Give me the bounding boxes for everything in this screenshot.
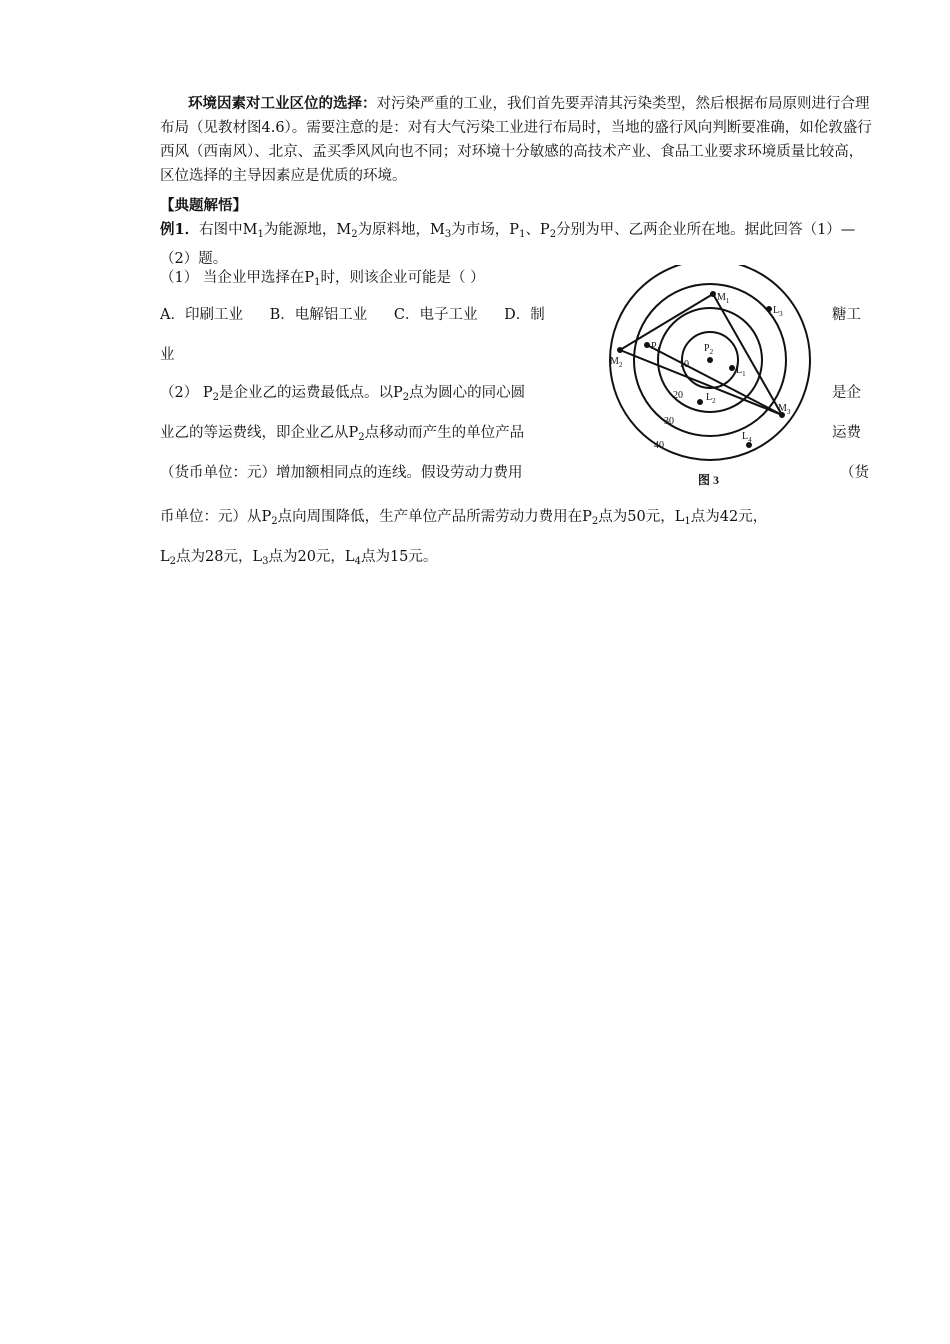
point-p2 <box>707 357 713 363</box>
intro-text: 对污染严重的工业，我们首先要弄清其污染类型，然后根据布局原则进行合理布局（见教材图4.6）。需要注意的是：对有大气污染工业进行布局时，当地的盛行风向判断要准确，如伦敦盛行西风（西南风）、北京、孟买季风风向也不同；对环境十分敏感的高技术产业、食品工业要求环境质量比较高，区位选择的主导因素应是优质的环境。 <box>160 96 872 184</box>
option-a: A．印刷工业 <box>160 307 243 323</box>
section-heading: 【典题解悟】 <box>160 197 247 214</box>
point-l2 <box>697 399 703 405</box>
point-m2 <box>617 347 623 353</box>
point-p1 <box>644 342 650 348</box>
question-2-line-3: （货币单位：元）增加额相同点的连线。假设劳动力费用 <box>160 465 523 481</box>
label-l1: $L_1$ <box>736 365 746 378</box>
option-b: B．电解铝工业 <box>269 307 368 323</box>
question-1-options <box>160 303 567 327</box>
question-1-stem: （1） 当企业甲选择在$P_1$时，则该企业可能是（ ） <box>160 270 485 288</box>
label-l2: $L_2$ <box>706 392 716 405</box>
point-l3 <box>766 306 772 312</box>
point-l1 <box>729 365 735 371</box>
option-c: C．电子工业 <box>393 307 478 323</box>
ring-label-20: 20 <box>673 390 683 401</box>
option-d-tail: 糖工 <box>832 307 861 323</box>
question-2-line-4: 币单位：元）从$P_2$点向周围降低，生产单位产品所需劳动力费用在$P_2$点为50元，$L_1$点为42元， <box>160 509 768 527</box>
example-label: 例1． <box>160 221 200 238</box>
question-2-line-5: $L_2$点为28元，$L_3$点为20元，$L_4$点为15元。 <box>160 549 438 567</box>
figure-3-isodapane-diagram <box>606 265 820 499</box>
question-2-line-2-right: 运费 <box>832 425 861 441</box>
label-p1: $P_1$ <box>651 341 661 354</box>
label-m3: $M_3$ <box>778 403 791 416</box>
label-m1: $M_1$ <box>717 292 730 305</box>
question-2-line-1-right: 是企 <box>832 385 861 401</box>
example-1-stem: 例1．右图中$M_1$为能源地，$M_2$为原料地，$M_3$为市场，$P_1$、$P_2$分别为甲、乙两企业所在地。据此回答（1）—（2）题。 <box>160 221 856 267</box>
label-l3: $L_3$ <box>773 305 783 318</box>
question-2-line-2: 业乙的等运费线，即企业乙从$P_2$点移动而产生的单位产品 <box>160 425 525 443</box>
option-d-wrap: 业 <box>160 347 175 363</box>
ring-label-40: 40 <box>654 440 664 451</box>
option-d: D．制 <box>504 307 545 323</box>
ring-label-10: 10 <box>679 359 689 370</box>
intro-title: 环境因素对工业区位的选择： <box>188 95 377 112</box>
label-l4: $L_4$ <box>742 431 752 444</box>
label-p2: $P_2$ <box>704 343 714 356</box>
label-m2: $M_2$ <box>610 356 623 369</box>
intro-paragraph <box>160 92 872 188</box>
figure-caption: 图 3 <box>698 473 720 487</box>
question-2-line-1: （2） $P_2$是企业乙的运费最低点。以$P_2$点为圆心的同心圆 <box>160 385 526 403</box>
ring-label-30: 30 <box>664 416 674 427</box>
point-m1 <box>710 291 716 297</box>
question-2-line-3-right: （货 <box>840 465 869 481</box>
